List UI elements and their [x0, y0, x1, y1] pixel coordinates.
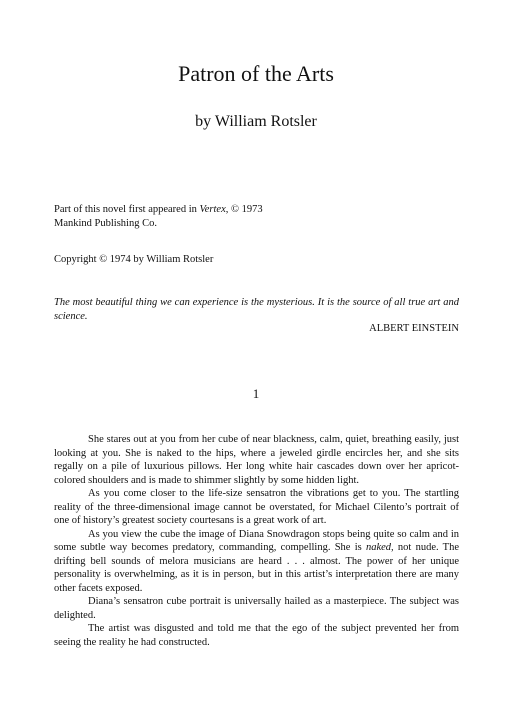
book-author: by William Rotsler: [195, 113, 317, 130]
book-title: Patron of the Arts: [178, 61, 334, 86]
first-appeared-suffix: , © 1973: [225, 204, 263, 215]
paragraph-3-end: not nude. The drifting bell sounds of melora musicians are heard . . . almost. The power of her unique personality is overwhelming, as it is in person, but in this artist’s interpretation there are many other facets exposed.: [54, 542, 459, 594]
paragraph-2: As you come closer to the life-size sensatron the vibrations get to you. The startling reality of the three-dimensional image cannot be overstated, for Michael Cilento’s portrait of one of history’s greatest society courtesans is a great work of art.: [54, 488, 459, 526]
paragraph-3-emphasis: naked,: [365, 542, 394, 553]
paragraph-3: [54, 528, 459, 596]
copyright-notice: Copyright © 1974 by William Rotsler: [54, 254, 214, 265]
paragraph-1: She stares out at you from her cube of near blackness, calm, quiet, breathing easily, just looking at you. She is naked to the hips, where a jeweled girdle encircles her, and she sits regally on a pile of luxurious pillows. Her long white hair cascades down over her apricot-colored shoulders and is made to shimmer slightly by some hidden light.: [54, 434, 459, 486]
chapter-body: [54, 433, 459, 649]
chapter-number: 1: [252, 386, 260, 401]
epigraph-attribution: ALBERT EINSTEIN: [369, 323, 459, 334]
publisher-name: Mankind Publishing Co.: [54, 217, 157, 229]
magazine-name: Vertex: [199, 204, 226, 215]
first-appeared-note: [54, 203, 364, 230]
paragraph-5: The artist was disgusted and told me that the ego of the subject prevented her from seeing the reality he had constructed.: [54, 623, 459, 648]
first-appeared-prefix: Part of this novel first appeared in: [54, 204, 200, 215]
epigraph-quote: The most beautiful thing we can experience is the mysterious. It is the source of all true art and science.: [54, 297, 459, 322]
paragraph-4: Diana’s sensatron cube portrait is universally hailed as a masterpiece. The subject was delighted.: [54, 596, 459, 621]
paragraph-3-start: As you view the cube the image of Diana Snowdragon stops being quite so calm and in some subtle way becomes predatory, commanding, compelling. She is: [54, 528, 459, 553]
